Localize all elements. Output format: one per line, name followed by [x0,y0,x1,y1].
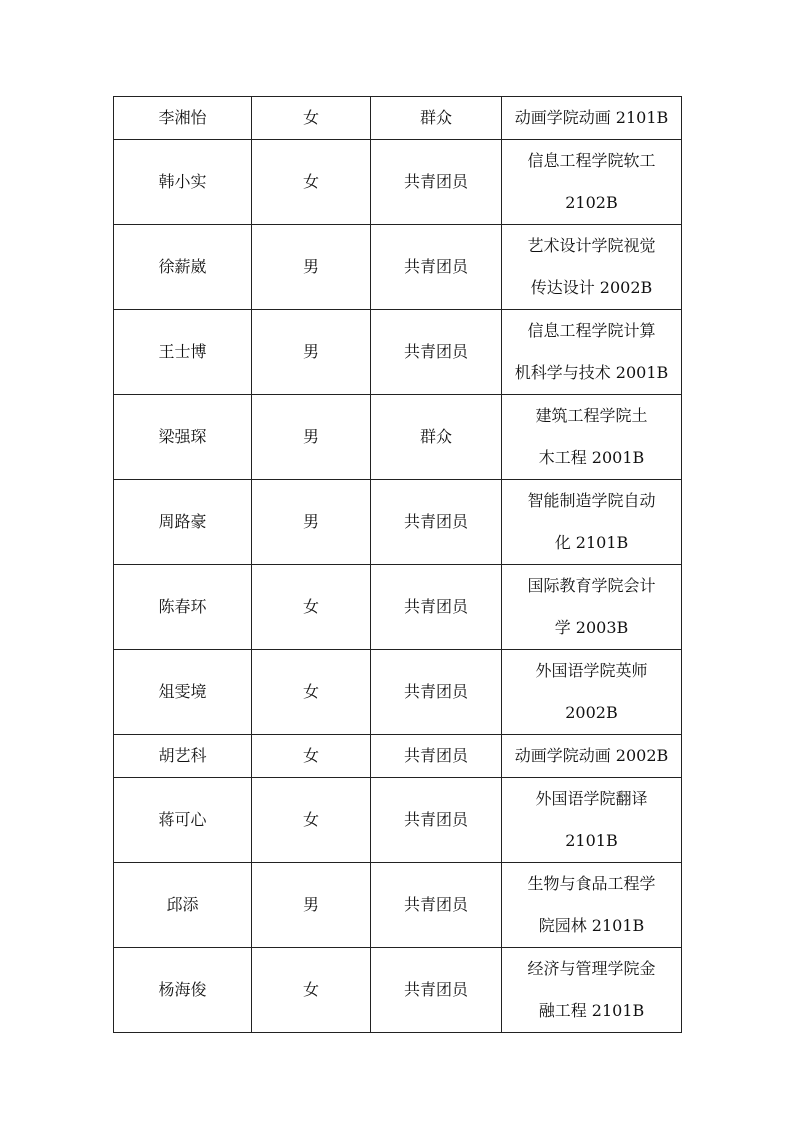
department-class-cell [502,863,682,948]
department-line: 融工程 2101B [538,1001,645,1020]
department-class-cell [502,480,682,565]
department-line: 院园林 2101B [538,916,645,935]
political-status-cell: 共青团员 [371,650,502,735]
department-line: 学 2003B [554,618,629,637]
student-name-cell: 杨海俊 [114,948,252,1033]
table-row [114,225,682,310]
gender-cell: 男 [252,225,371,310]
department-line: 生物与食品工程学 [527,874,656,893]
table-row [114,97,682,140]
student-name-cell: 蒋可心 [114,778,252,863]
department-line: 外国语学院英师 [535,661,648,680]
gender-cell: 男 [252,480,371,565]
department-class-cell [502,650,682,735]
department-line: 国际教育学院会计 [527,576,656,595]
political-status-cell: 共青团员 [371,140,502,225]
student-name-cell: 王士博 [114,310,252,395]
political-status-cell: 共青团员 [371,863,502,948]
student-roster-table [113,96,682,1033]
table-row [114,948,682,1033]
gender-cell: 女 [252,778,371,863]
department-line: 外国语学院翻译 [535,789,648,808]
student-name-cell: 胡艺科 [114,735,252,778]
department-class-cell [502,310,682,395]
gender-cell: 女 [252,650,371,735]
political-status-cell: 共青团员 [371,565,502,650]
table-row [114,650,682,735]
department-class-cell [502,97,682,140]
gender-cell: 女 [252,565,371,650]
student-name-cell: 邱添 [114,863,252,948]
gender-cell: 男 [252,395,371,480]
department-line: 传达设计 2002B [530,278,653,297]
table-row [114,310,682,395]
department-line: 化 2101B [554,533,629,552]
department-line: 艺术设计学院视觉 [527,236,656,255]
gender-cell: 男 [252,863,371,948]
table-row [114,140,682,225]
student-name-cell: 徐薪崴 [114,225,252,310]
department-class-cell [502,948,682,1033]
department-class-cell [502,565,682,650]
student-name-cell: 俎雯境 [114,650,252,735]
department-line: 动画学院动画 2002B [514,746,669,765]
table-row [114,395,682,480]
student-name-cell: 陈春环 [114,565,252,650]
political-status-cell: 共青团员 [371,310,502,395]
political-status-cell: 共青团员 [371,225,502,310]
political-status-cell: 共青团员 [371,778,502,863]
department-line: 建筑工程学院土 [535,406,648,425]
student-name-cell: 周路豪 [114,480,252,565]
political-status-cell: 群众 [371,395,502,480]
department-line: 2002B [565,703,618,722]
department-class-cell [502,395,682,480]
student-name-cell: 梁强琛 [114,395,252,480]
department-line: 木工程 2001B [538,448,645,467]
department-class-cell [502,140,682,225]
gender-cell: 女 [252,948,371,1033]
department-class-cell [502,225,682,310]
political-status-cell: 共青团员 [371,948,502,1033]
gender-cell: 女 [252,140,371,225]
gender-cell: 女 [252,97,371,140]
department-line: 机科学与技术 2001B [514,363,669,382]
department-line: 经济与管理学院金 [527,959,656,978]
student-name-cell: 李湘怡 [114,97,252,140]
department-line: 2102B [565,193,618,212]
student-name-cell: 韩小实 [114,140,252,225]
gender-cell: 男 [252,310,371,395]
table-row [114,480,682,565]
table-row [114,863,682,948]
department-line: 动画学院动画 2101B [514,108,669,127]
political-status-cell: 共青团员 [371,480,502,565]
political-status-cell: 共青团员 [371,735,502,778]
department-line: 2101B [565,831,618,850]
gender-cell: 女 [252,735,371,778]
department-line: 信息工程学院计算 [527,321,656,340]
political-status-cell: 群众 [371,97,502,140]
table-row [114,735,682,778]
department-line: 信息工程学院软工 [527,151,656,170]
department-class-cell [502,735,682,778]
department-class-cell [502,778,682,863]
table-row [114,565,682,650]
table-row [114,778,682,863]
department-line: 智能制造学院自动 [527,491,656,510]
